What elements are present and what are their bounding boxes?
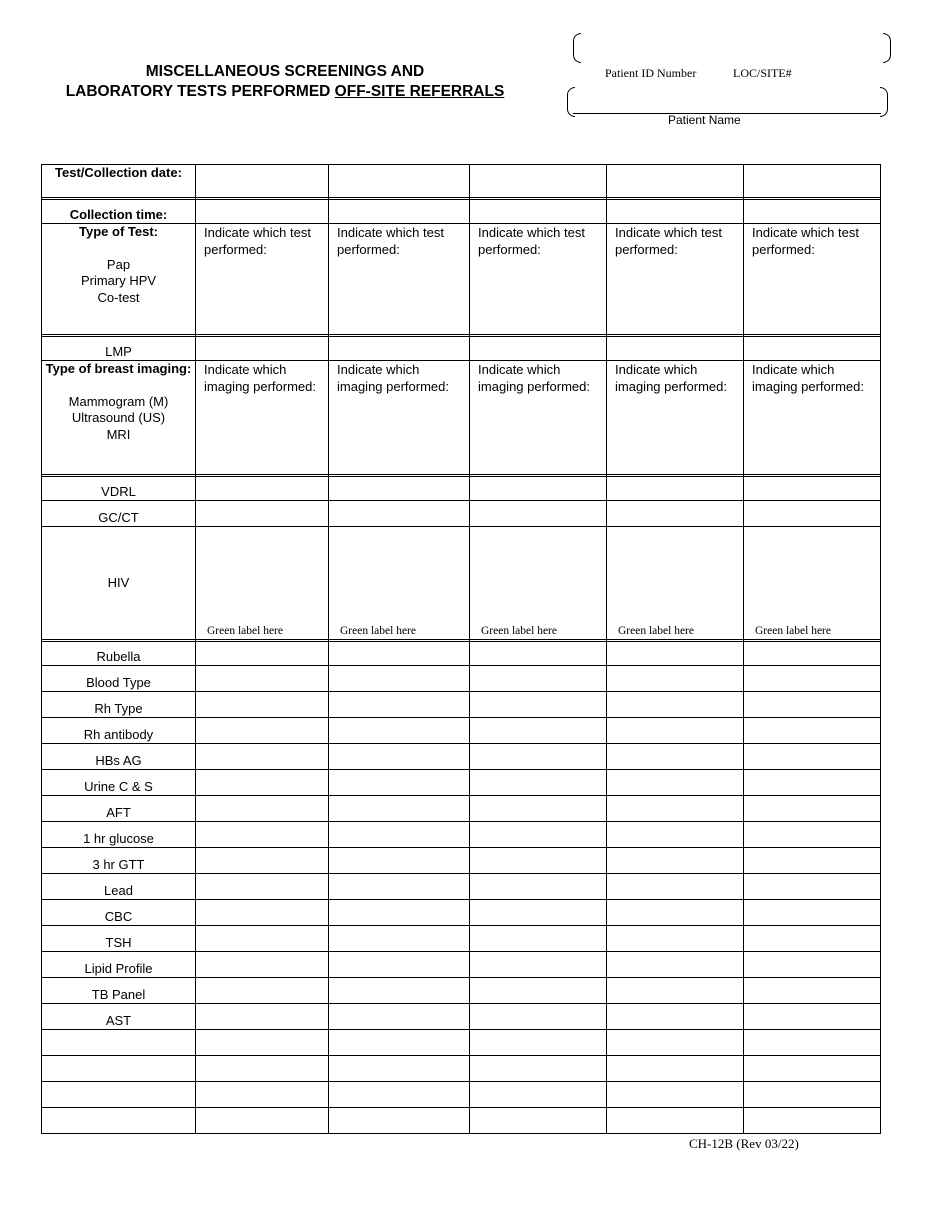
- lab-row-text: 3 hr GTT: [92, 856, 145, 872]
- lab-row-text: Lead: [104, 882, 133, 898]
- lab-row-cell[interactable]: [470, 770, 607, 796]
- type-of-test-cell[interactable]: [329, 224, 470, 335]
- test-collection-date-cell[interactable]: [329, 165, 470, 198]
- form-title-line-2: [40, 82, 530, 102]
- lab-row-cell[interactable]: [329, 770, 470, 796]
- type-of-test-heading: Type of Test:: [79, 224, 158, 239]
- lab-row-cell[interactable]: [470, 666, 607, 692]
- breast-imaging-cell-text: Indicate which imaging performed:: [204, 362, 316, 394]
- gcct-cell[interactable]: [196, 501, 329, 527]
- lab-row-cell[interactable]: [744, 848, 881, 874]
- lab-row-text: Blood Type: [86, 674, 151, 690]
- lab-row-label: [42, 874, 196, 900]
- lab-row-cell[interactable]: [329, 744, 470, 770]
- lab-row-cell[interactable]: [607, 718, 744, 744]
- breast-imaging-cell[interactable]: [607, 361, 744, 475]
- collection-time-cell[interactable]: [607, 200, 744, 224]
- lab-row-cell[interactable]: [744, 1004, 881, 1030]
- type-of-test-cell[interactable]: [607, 224, 744, 335]
- blank-row-cell[interactable]: [607, 1108, 744, 1134]
- lab-row-label: [42, 926, 196, 952]
- lab-row-cell[interactable]: [196, 848, 329, 874]
- type-of-test-cell[interactable]: [196, 224, 329, 335]
- type-of-test-cell-text: Indicate which test performed:: [478, 225, 585, 257]
- lab-row-cell[interactable]: [744, 796, 881, 822]
- lab-row-cell[interactable]: [607, 692, 744, 718]
- lab-row-label: [42, 978, 196, 1004]
- breast-imaging-heading: Type of breast imaging:: [45, 361, 192, 376]
- lab-row-cell[interactable]: [196, 718, 329, 744]
- hiv-cell[interactable]: [196, 527, 329, 640]
- lab-row-cell[interactable]: [470, 978, 607, 1004]
- breast-imaging-cell-text: Indicate which imaging performed:: [337, 362, 449, 394]
- lab-row-text: Rubella: [96, 648, 141, 664]
- blank-row-cell[interactable]: [329, 1108, 470, 1134]
- lab-row-cell[interactable]: [607, 666, 744, 692]
- gcct-text: GC/CT: [98, 509, 139, 525]
- lmp-cell[interactable]: [196, 337, 329, 361]
- lab-row-cell[interactable]: [329, 926, 470, 952]
- lab-row-cell[interactable]: [329, 718, 470, 744]
- lab-row-cell[interactable]: [470, 692, 607, 718]
- lab-row-text: TB Panel: [91, 986, 146, 1002]
- vdrl-text: VDRL: [101, 483, 136, 499]
- vdrl-cell[interactable]: [196, 477, 329, 501]
- lab-row-label: [42, 770, 196, 796]
- lab-row-cell[interactable]: [329, 952, 470, 978]
- blank-row-cell[interactable]: [744, 1056, 881, 1082]
- lab-row-text: Lipid Profile: [84, 960, 153, 976]
- lab-row-cell[interactable]: [744, 874, 881, 900]
- lab-row-cell[interactable]: [470, 848, 607, 874]
- hiv-cell[interactable]: [744, 527, 881, 640]
- lmp-cell[interactable]: [470, 337, 607, 361]
- vdrl-label: [42, 477, 196, 501]
- lab-row-cell[interactable]: [607, 770, 744, 796]
- breast-imaging-cell-text: Indicate which imaging performed:: [478, 362, 590, 394]
- blank-row-cell[interactable]: [744, 1030, 881, 1056]
- lab-row-cell[interactable]: [329, 874, 470, 900]
- lab-row-cell[interactable]: [329, 692, 470, 718]
- lab-row-cell[interactable]: [744, 718, 881, 744]
- lab-row-label: [42, 642, 196, 666]
- lab-row-text: 1 hr glucose: [83, 830, 154, 846]
- lab-row-cell[interactable]: [329, 1004, 470, 1030]
- lab-row-cell[interactable]: [329, 666, 470, 692]
- lab-row-cell[interactable]: [744, 978, 881, 1004]
- lab-row-cell[interactable]: [470, 744, 607, 770]
- lmp-cell[interactable]: [329, 337, 470, 361]
- lab-row-cell[interactable]: [607, 952, 744, 978]
- lab-row-cell[interactable]: [329, 978, 470, 1004]
- gcct-cell[interactable]: [607, 501, 744, 527]
- type-of-test-cell-text: Indicate which test performed:: [752, 225, 859, 257]
- hiv-text: HIV: [107, 574, 130, 590]
- collection-time-cell[interactable]: [744, 200, 881, 224]
- blank-row-label[interactable]: [42, 1056, 196, 1082]
- test-collection-date-label: [42, 165, 196, 198]
- blank-row-cell[interactable]: [470, 1056, 607, 1082]
- lab-row-cell[interactable]: [744, 744, 881, 770]
- type-of-test-cell-text: Indicate which test performed:: [204, 225, 311, 257]
- bracket-right-top: [883, 33, 891, 63]
- lab-row-cell[interactable]: [744, 642, 881, 666]
- blank-row-label[interactable]: [42, 1030, 196, 1056]
- breast-imaging-cell[interactable]: [744, 361, 881, 475]
- blank-row-cell[interactable]: [329, 1056, 470, 1082]
- breast-imaging-cell-text: Indicate which imaging performed:: [615, 362, 727, 394]
- test-collection-date-cell[interactable]: [470, 165, 607, 198]
- vdrl-cell[interactable]: [329, 477, 470, 501]
- blank-row-cell[interactable]: [329, 1030, 470, 1056]
- form-title: [40, 62, 530, 102]
- lab-row-text: AFT: [106, 804, 131, 820]
- loc-site-label: LOC/SITE#: [733, 66, 792, 80]
- breast-imaging-option: Mammogram (M): [68, 393, 169, 409]
- test-collection-date-cell[interactable]: [744, 165, 881, 198]
- lab-row-cell[interactable]: [470, 822, 607, 848]
- lab-row-cell[interactable]: [607, 900, 744, 926]
- lab-row-cell[interactable]: [744, 822, 881, 848]
- blank-row-cell[interactable]: [607, 1030, 744, 1056]
- breast-imaging-label: [42, 361, 196, 475]
- collection-time-text: Collection time:: [69, 206, 168, 222]
- lab-row-cell[interactable]: [607, 874, 744, 900]
- hiv-cell[interactable]: [329, 527, 470, 640]
- lab-row-cell[interactable]: [470, 952, 607, 978]
- blank-row-label[interactable]: [42, 1082, 196, 1108]
- hiv-label: [42, 527, 196, 640]
- breast-imaging-option: Ultrasound (US): [71, 410, 166, 425]
- blank-row-cell[interactable]: [196, 1030, 329, 1056]
- lab-row-label: [42, 822, 196, 848]
- hiv-cell-text: Green label here: [755, 624, 831, 637]
- lab-row-cell[interactable]: [196, 874, 329, 900]
- lab-row-cell[interactable]: [329, 822, 470, 848]
- lab-row-text: TSH: [105, 934, 132, 950]
- blank-row-cell[interactable]: [607, 1056, 744, 1082]
- lab-row-text: HBs AG: [95, 752, 142, 768]
- blank-row-cell[interactable]: [470, 1108, 607, 1134]
- lab-row-cell[interactable]: [607, 642, 744, 666]
- test-collection-date-text: Test/Collection date:: [55, 165, 182, 180]
- lab-row-cell[interactable]: [196, 666, 329, 692]
- test-collection-date-cell[interactable]: [196, 165, 329, 198]
- lab-row-cell[interactable]: [470, 900, 607, 926]
- lab-row-cell[interactable]: [329, 796, 470, 822]
- lab-row-text: CBC: [104, 908, 133, 924]
- lab-row-cell[interactable]: [607, 822, 744, 848]
- breast-imaging-cell[interactable]: [329, 361, 470, 475]
- collection-time-cell[interactable]: [470, 200, 607, 224]
- hiv-cell-text: Green label here: [207, 624, 283, 637]
- lab-row-cell[interactable]: [196, 796, 329, 822]
- form-title-line-1: MISCELLANEOUS SCREENINGS AND: [145, 63, 425, 80]
- blank-row-cell[interactable]: [744, 1082, 881, 1108]
- gcct-cell[interactable]: [744, 501, 881, 527]
- form-code: CH-12B (Rev 03/22): [689, 1136, 799, 1151]
- hiv-cell-text: Green label here: [618, 624, 694, 637]
- lab-row-cell[interactable]: [607, 1004, 744, 1030]
- lab-row-cell[interactable]: [470, 926, 607, 952]
- lab-row-cell[interactable]: [607, 926, 744, 952]
- lab-row-label: [42, 692, 196, 718]
- lab-row-cell[interactable]: [744, 952, 881, 978]
- blank-row-cell[interactable]: [470, 1082, 607, 1108]
- breast-imaging-cell-text: Indicate which imaging performed:: [752, 362, 864, 394]
- lab-row-cell[interactable]: [607, 744, 744, 770]
- lab-row-cell[interactable]: [607, 796, 744, 822]
- type-of-test-option: Pap: [106, 256, 131, 272]
- type-of-test-label: [42, 224, 196, 335]
- form-title-off-site-referrals: OFF-SITE REFERRALS: [334, 83, 505, 100]
- type-of-test-cell-text: Indicate which test performed:: [615, 225, 722, 257]
- hiv-cell-text: Green label here: [481, 624, 557, 637]
- lmp-cell[interactable]: [607, 337, 744, 361]
- gcct-cell[interactable]: [470, 501, 607, 527]
- lab-row-label: [42, 718, 196, 744]
- lab-row-cell[interactable]: [196, 1004, 329, 1030]
- type-of-test-cell[interactable]: [744, 224, 881, 335]
- lab-row-text: Rh antibody: [83, 726, 154, 742]
- lab-row-cell[interactable]: [196, 900, 329, 926]
- lab-row-cell[interactable]: [196, 952, 329, 978]
- lab-row-label: [42, 744, 196, 770]
- bracket-left-top: [573, 33, 581, 63]
- type-of-test-cell-text: Indicate which test performed:: [337, 225, 444, 257]
- lab-row-text: AST: [105, 1012, 132, 1028]
- blank-row-cell[interactable]: [329, 1082, 470, 1108]
- lmp-text: LMP: [105, 343, 132, 359]
- type-of-test-cell[interactable]: [470, 224, 607, 335]
- lab-row-cell[interactable]: [196, 744, 329, 770]
- vdrl-cell[interactable]: [470, 477, 607, 501]
- lab-row-cell[interactable]: [607, 978, 744, 1004]
- lab-row-cell[interactable]: [470, 642, 607, 666]
- blank-row-cell[interactable]: [470, 1030, 607, 1056]
- lab-row-cell[interactable]: [744, 692, 881, 718]
- blank-row-cell[interactable]: [196, 1082, 329, 1108]
- form-title-line-2-prefix: LABORATORY TESTS PERFORMED: [65, 83, 335, 100]
- lab-row-cell[interactable]: [744, 926, 881, 952]
- lab-row-cell[interactable]: [744, 666, 881, 692]
- breast-imaging-option: MRI: [106, 426, 131, 442]
- breast-imaging-cell[interactable]: [196, 361, 329, 475]
- hiv-cell-text: Green label here: [340, 624, 416, 637]
- lab-row-text: Rh Type: [94, 700, 143, 716]
- vdrl-cell[interactable]: [607, 477, 744, 501]
- lab-row-cell[interactable]: [196, 642, 329, 666]
- hiv-cell[interactable]: [470, 527, 607, 640]
- blank-row-cell[interactable]: [744, 1108, 881, 1134]
- collection-time-cell[interactable]: [196, 200, 329, 224]
- lab-row-cell[interactable]: [607, 848, 744, 874]
- blank-row-cell[interactable]: [196, 1056, 329, 1082]
- gcct-cell[interactable]: [329, 501, 470, 527]
- lab-row-cell[interactable]: [470, 1004, 607, 1030]
- lab-row-cell[interactable]: [744, 770, 881, 796]
- collection-time-label: [42, 200, 196, 224]
- lab-row-label: [42, 1004, 196, 1030]
- lab-row-cell[interactable]: [744, 900, 881, 926]
- lab-row-label: [42, 952, 196, 978]
- patient-id-label: Patient ID Number: [605, 66, 697, 80]
- test-collection-date-cell[interactable]: [607, 165, 744, 198]
- blank-row-label[interactable]: [42, 1108, 196, 1134]
- type-of-test-option: Primary HPV: [80, 273, 157, 288]
- lab-row-cell[interactable]: [196, 692, 329, 718]
- patient-name-label: Patient Name: [668, 113, 741, 127]
- lab-row-cell[interactable]: [196, 926, 329, 952]
- lab-row-label: [42, 666, 196, 692]
- blank-row-cell[interactable]: [196, 1108, 329, 1134]
- lab-row-cell[interactable]: [329, 642, 470, 666]
- lab-row-cell[interactable]: [329, 848, 470, 874]
- screening-table: [41, 164, 881, 1134]
- lab-row-label: [42, 900, 196, 926]
- lab-row-cell[interactable]: [470, 874, 607, 900]
- lmp-label: [42, 337, 196, 361]
- bracket-right-bottom: [880, 87, 888, 117]
- vdrl-cell[interactable]: [744, 477, 881, 501]
- lab-row-text: Urine C & S: [84, 778, 153, 794]
- lmp-cell[interactable]: [744, 337, 881, 361]
- lab-row-cell[interactable]: [329, 900, 470, 926]
- blank-row-cell[interactable]: [607, 1082, 744, 1108]
- lab-row-cell[interactable]: [196, 822, 329, 848]
- hiv-cell[interactable]: [607, 527, 744, 640]
- type-of-test-option: Co-test: [97, 289, 140, 305]
- lab-row-cell[interactable]: [196, 978, 329, 1004]
- lab-row-cell[interactable]: [470, 718, 607, 744]
- collection-time-cell[interactable]: [329, 200, 470, 224]
- lab-row-cell[interactable]: [196, 770, 329, 796]
- lab-row-label: [42, 848, 196, 874]
- gcct-label: [42, 501, 196, 527]
- lab-row-cell[interactable]: [470, 796, 607, 822]
- breast-imaging-cell[interactable]: [470, 361, 607, 475]
- lab-row-label: [42, 796, 196, 822]
